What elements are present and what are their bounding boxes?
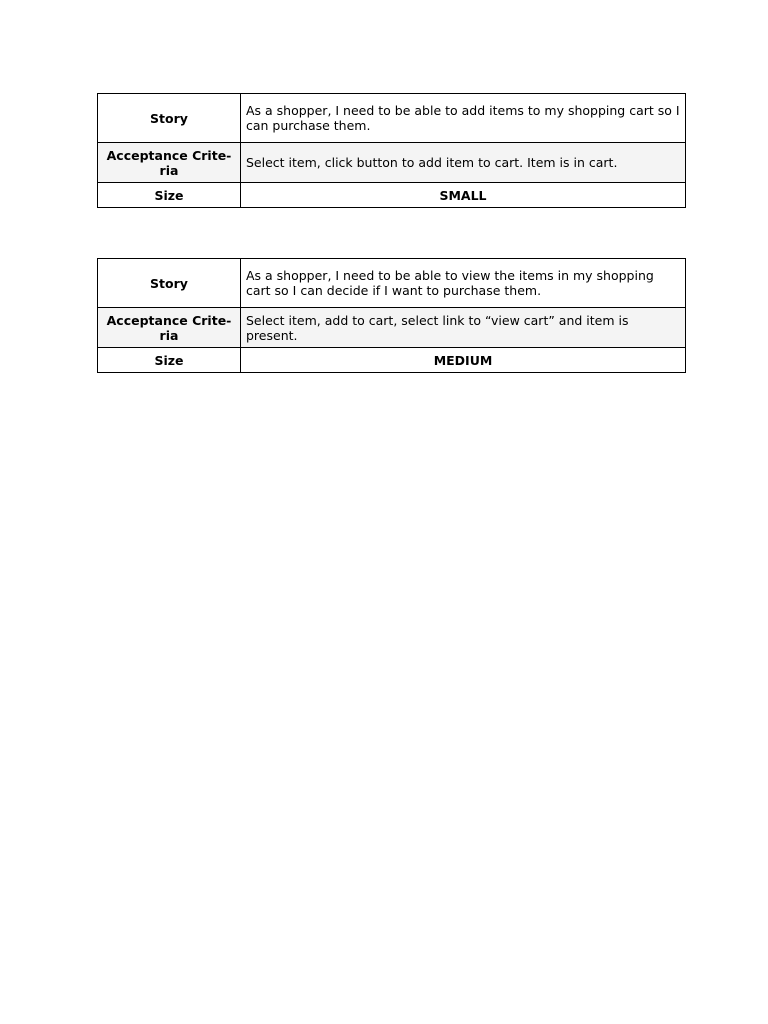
size-label: Size [98, 348, 241, 373]
acceptance-criteria-label [98, 308, 241, 348]
size-row [98, 183, 686, 208]
size-label: Size [98, 183, 241, 208]
size-value: MEDIUM [241, 348, 686, 373]
acceptance-criteria-label-line1: Acceptance Crite- [106, 312, 232, 328]
acceptance-criteria-label-line2: ria [159, 327, 179, 343]
story-row [98, 94, 686, 143]
size-row [98, 348, 686, 373]
acceptance-criteria-text: Select item, add to cart, select link to “view cart” and item is present. [241, 308, 686, 348]
acceptance-criteria-text: Select item, click button to add item to cart. Item is in cart. [241, 143, 686, 183]
acceptance-criteria-row [98, 308, 686, 348]
story-text: As a shopper, I need to be able to add items to my shopping cart so I can purchase them. [241, 94, 686, 143]
user-story-table-1 [97, 93, 686, 208]
story-text: As a shopper, I need to be able to view the items in my shopping cart so I can decide if I want to purchase them. [241, 259, 686, 308]
story-row [98, 259, 686, 308]
acceptance-criteria-label [98, 143, 241, 183]
size-value: SMALL [241, 183, 686, 208]
story-label: Story [98, 259, 241, 308]
user-story-table-2 [97, 258, 686, 373]
acceptance-criteria-label-line1: Acceptance Crite- [106, 147, 232, 163]
acceptance-criteria-label-line2: ria [159, 162, 179, 178]
acceptance-criteria-row [98, 143, 686, 183]
story-label: Story [98, 94, 241, 143]
